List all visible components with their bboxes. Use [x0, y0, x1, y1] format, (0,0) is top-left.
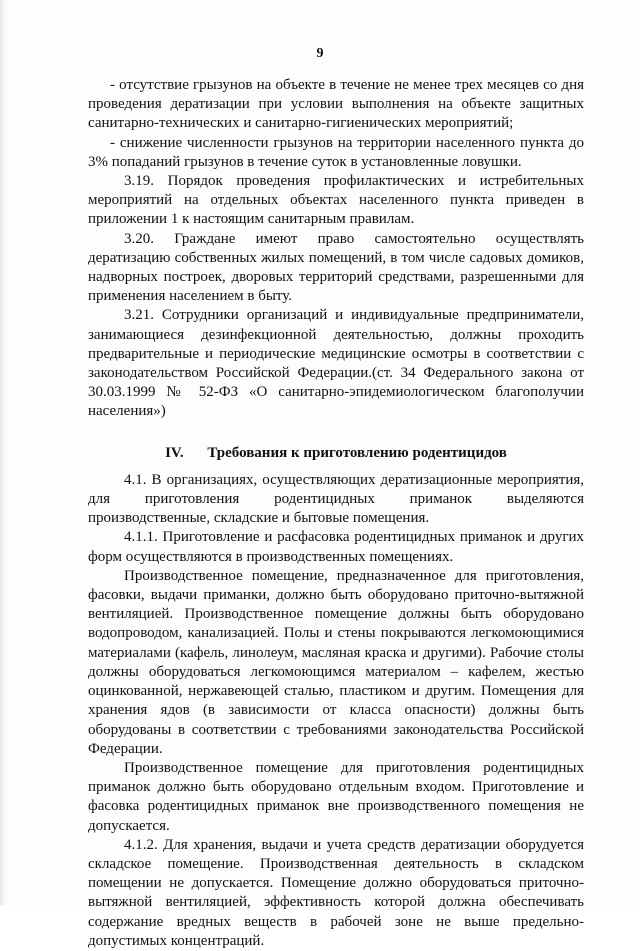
scan-shadow — [0, 0, 6, 905]
section-heading — [88, 444, 584, 463]
paragraph-4-1-1: 4.1.1. Приготовление и расфасовка родентицидных приманок и других форм осуществляются в производственных помещениях. — [88, 529, 584, 565]
section-title: Требования к приготовлению родентицидов — [207, 444, 507, 461]
paragraph-separate-entrance: Производственное помещение для приготовления родентицидных приманок должно быть оборудовано отдельным входом. Приготовление и фасовка родентицидных приманок вне производственного помещения не допускается. — [88, 759, 584, 834]
paragraph-3-19: 3.19. Порядок проведения профилактических и истребительных мероприятий на отдельных объектах населенного пункта приведен в приложении 1 к настоящим санитарным правилам. — [88, 173, 584, 228]
paragraph-3-20: 3.20. Граждане имеют право самостоятельно осуществлять дератизацию собственных жилых помещений, в том числе садовых домиков, надворных построек, дворовых территорий средствами, разрешенными для применения населением в быту. — [88, 230, 584, 305]
page-number: 9 — [316, 46, 324, 61]
paragraph-rodent-absence: - отсутствие грызунов на объекте в течение не менее трех месяцев со дня проведения дератизации при условии выполнения на объекте защитных санитарно-технических и санитарно-гигиенических мероприятий; — [88, 77, 584, 132]
paragraph-production-room: Производственное помещение, предназначенное для приготовления, фасовки, выдачи приманки, должно быть оборудовано приточно-вытяжной вентиляцией. Производственное помещение должны быть оборудовано водопроводом, канализацией. Полы и стены покрываются легкомоющимися материалами (кафель, линолеум, масляная краска и другими). Рабочие столы должны оборудоваться легкомоющимся материалом – кафелем, жестью оцинкованной, нержавеющей сталью, пластиком и другим. Помещения для хранения ядов (в зависимости от класса опасности) должны быть оборудованы в соответствии с требованиями законодательства Российской Федерации. — [88, 567, 584, 757]
paragraph-3-21: 3.21. Сотрудники организаций и индивидуальные предприниматели, занимающиеся дезинфекционной деятельностью, должны проходить предварительные и периодические медицинские осмотры в соответствии с законодательством Российской Федерации.(ст. 34 Федерального закона от 30.03.1999 № 52-ФЗ «О санитарно-эпидемиологическом благополучии населения») — [88, 307, 584, 420]
paragraph-4-1: 4.1. В организациях, осуществляющих дератизационные мероприятия, для приготовления родентицидных приманок выделяются производственные, складские и бытовые помещения. — [88, 471, 584, 527]
paragraph-4-1-2: 4.1.2. Для хранения, выдачи и учета средств дератизации оборудуется складское помещение. Производственная деятельность в складском помещении не допускается. Помещение должно оборудоваться приточно-вытяжной вентиляцией, эффективность которой должна обеспечивать содержание вредных веществ в рабочей зоне не выше предельно-допустимых концентраций. — [88, 836, 584, 949]
paragraph-rodent-reduction: - снижение численности грызунов на территории населенного пункта до 3% попаданий грызунов в течение суток в установленные ловушки. — [88, 134, 584, 170]
section-number: IV. — [165, 444, 184, 461]
document-body — [88, 76, 584, 951]
